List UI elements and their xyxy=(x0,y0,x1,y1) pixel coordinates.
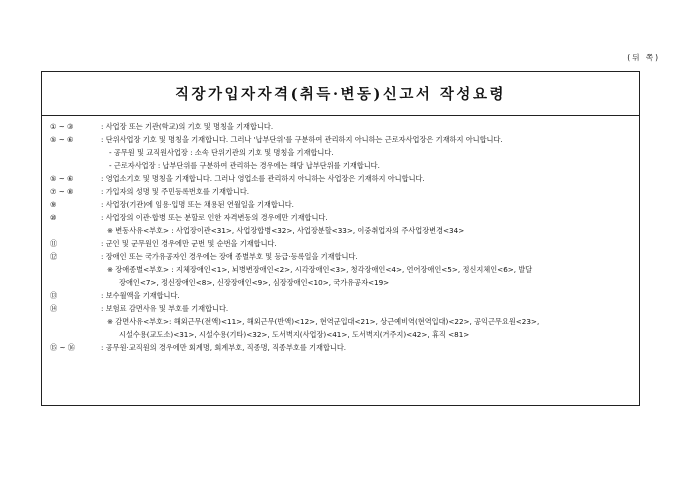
code-note: ※ 장애종별<부호> : 지체장애인<1>, 뇌병변장애인<2>, 시각장애인<3>, 청각장애인<4>, 언어장애인<5>, 정신지체인<6>, 발달 xyxy=(107,265,533,274)
code-note-continued: 장애인<7>, 정신장애인<8>, 신장장애인<9>, 심장장애인<10>, 국가유공자<19> xyxy=(119,278,390,287)
item-text: : 장애인 또는 국가유공자인 경우에는 장애 종별부호 및 등급·등록일을 기재합니다. xyxy=(101,252,358,261)
item-text: : 보험료 감면사유 및 부호를 기재합니다. xyxy=(101,304,229,313)
instruction-item xyxy=(50,291,633,301)
item-number: ⑤ ~ ⑥ xyxy=(50,174,74,183)
item-text: : 사업장 또는 기관(학교)의 기호 및 명칭을 기재합니다. xyxy=(101,122,274,131)
item-number: ① ~ ③ xyxy=(50,122,74,131)
item-text: : 사업장의 이관·합병 또는 분할로 인한 자격변동의 경우에만 기재합니다. xyxy=(101,213,328,222)
item-text: : 보수월액을 기재합니다. xyxy=(101,291,180,300)
instruction-item xyxy=(50,200,633,210)
item-text: : 가입자의 성명 및 주민등록번호를 기재합니다. xyxy=(101,187,250,196)
instruction-item xyxy=(50,252,633,262)
instruction-item xyxy=(50,135,633,145)
instruction-frame xyxy=(41,71,640,406)
page-title: 직장가입자자격(취득·변동)신고서 작성요령 xyxy=(175,86,506,103)
item-number: ⑨ xyxy=(50,200,57,209)
item-number: ⑤ ~ ⑥ xyxy=(50,135,74,144)
title-box xyxy=(42,72,639,116)
item-text: : 영업소기호 및 명칭을 기재합니다. 그러나 영업소를 관리하지 아니하는 사업장은 기재하지 아니합니다. xyxy=(101,174,425,183)
instruction-item xyxy=(50,343,633,353)
instruction-list xyxy=(50,122,633,356)
item-text: : 공무원·교직원의 경우에만 회계명, 회계부호, 직종명, 직종부호를 기재합니다. xyxy=(101,343,347,352)
instruction-item xyxy=(50,174,633,184)
item-number: ⑩ xyxy=(50,213,57,222)
sub-item: - 근로자사업장 : 납부단위를 구분하여 관리하는 경우에는 해당 납부단위를 기재합니다. xyxy=(109,161,380,170)
item-number: ⑮ ~ ⑯ xyxy=(50,343,75,352)
item-text: : 사업장(기관)에 임용·입명 또는 채용된 연월일을 기재합니다. xyxy=(101,200,294,209)
instruction-item xyxy=(50,122,633,132)
item-number: ⑫ xyxy=(50,252,58,261)
instruction-item xyxy=(50,239,633,249)
item-number: ⑪ xyxy=(50,239,58,248)
code-note: ※ 감면사유<부호>: 해외근무(전액)<11>, 해외근무(반액)<12>, 현역군입대<21>, 상근예비역(현역입대)<22>, 공익근무요원<23>, xyxy=(107,317,540,326)
instruction-item xyxy=(50,213,633,223)
instruction-item xyxy=(50,304,633,314)
back-page-label: (뒤 쪽) xyxy=(627,53,660,62)
item-text: : 단위사업장 기호 및 명칭을 기재합니다. 그러나 '납부단위'를 구분하여 관리하지 아니하는 근로자사업장은 기재하지 아니합니다. xyxy=(101,135,503,144)
instruction-item xyxy=(50,187,633,197)
item-number: ⑦ ~ ⑧ xyxy=(50,187,74,196)
item-text: : 군인 및 군무원인 경우에만 군번 및 순번을 기재합니다. xyxy=(101,239,277,248)
item-number: ⑭ xyxy=(50,304,58,313)
code-note-continued: 시설수용(교도소)<31>, 시설수용(기타)<32>, 도서벽지(사업장)<41>, 도서벽지(거주지)<42>, 휴직 <81> xyxy=(119,330,470,339)
sub-item: - 공무원 및 교직원사업장 : 소속 단위기관의 기호 및 명칭을 기재합니다. xyxy=(109,148,334,157)
code-note: ※ 변동사유<부호> : 사업장이관<31>, 사업장합병<32>, 사업장분할<33>, 이중취업자의 주사업장변경<34> xyxy=(107,226,465,235)
item-number: ⑬ xyxy=(50,291,58,300)
